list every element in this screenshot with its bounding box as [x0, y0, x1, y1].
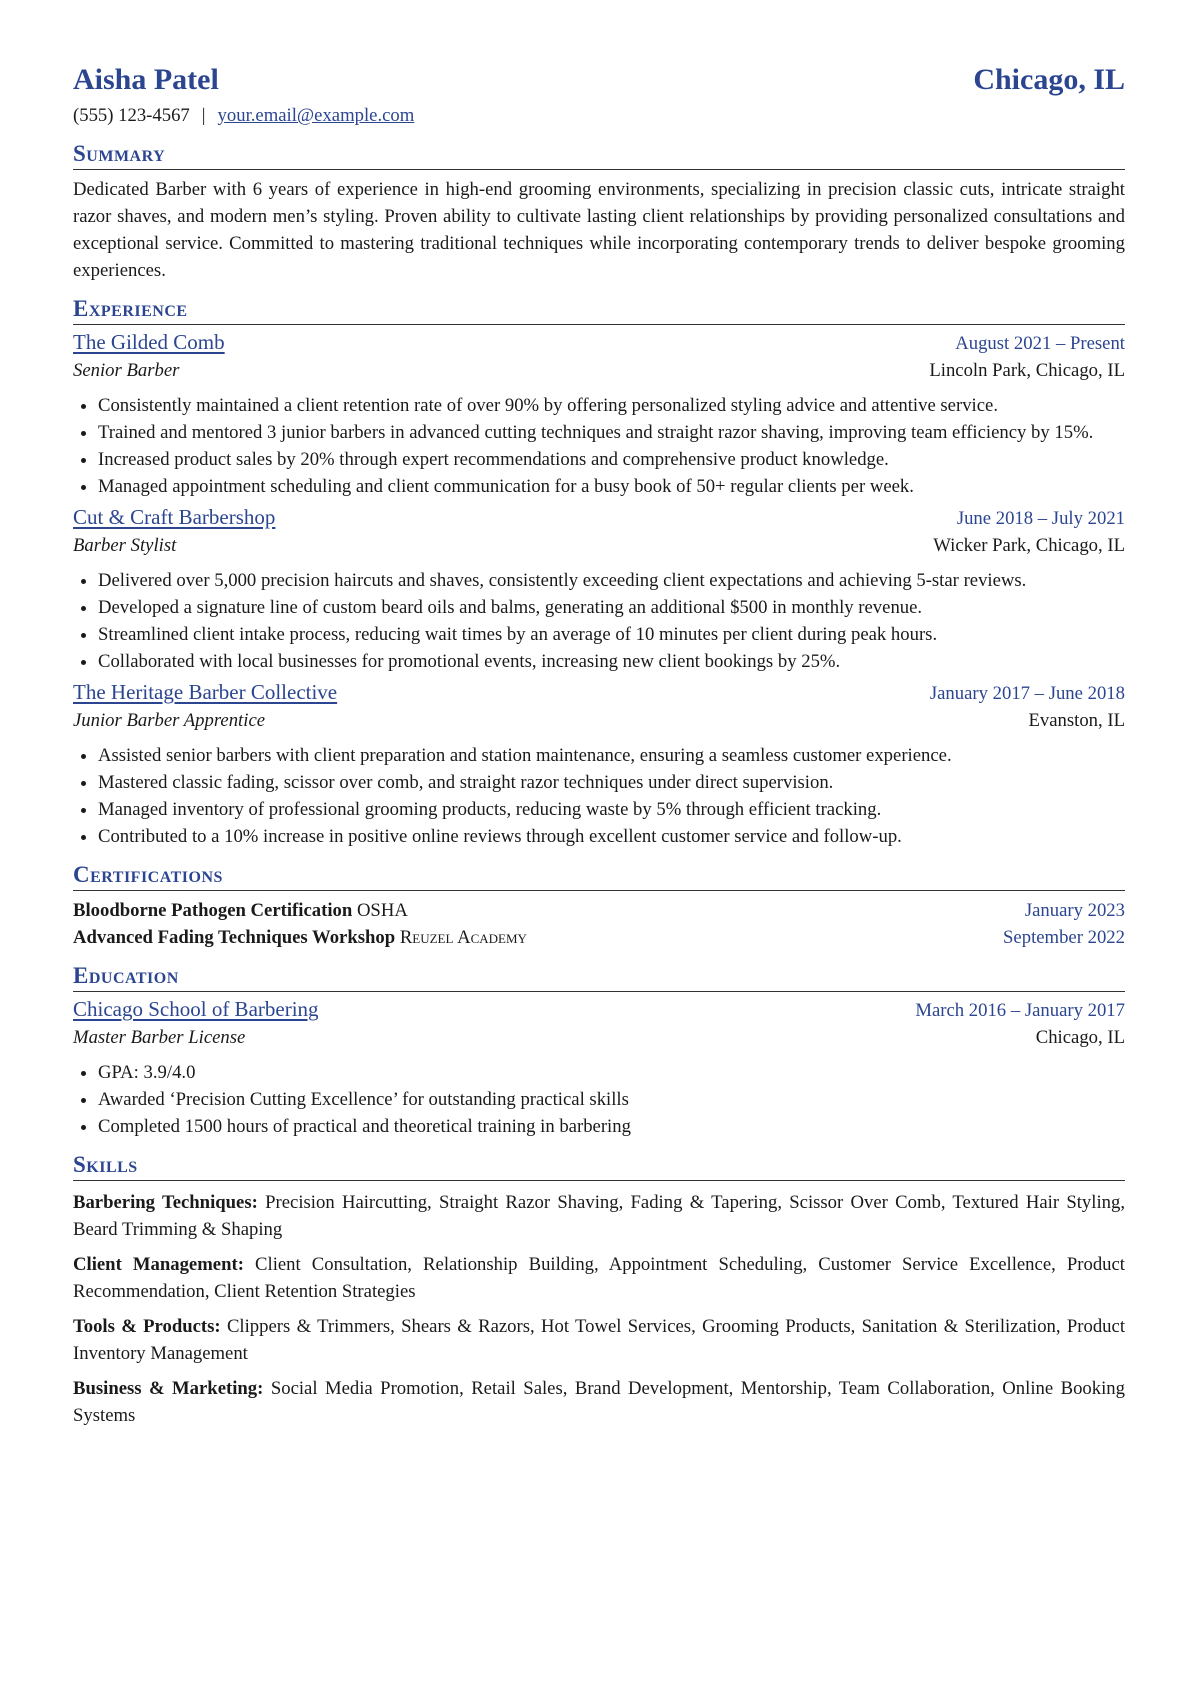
certification-date: September 2022 [1003, 927, 1125, 948]
education-entry [73, 996, 1125, 1140]
achievement-item: • Developed a signature line of custom beard oils and balms, generating an additional $500 in monthly revenue. [98, 594, 1125, 621]
skill-items: Clippers & Trimmers, Shears & Razors, Hot Towel Services, Grooming Products, Sanitation & Sterilization, Product Inventory Management [73, 1316, 1126, 1364]
achievement-item: • Assisted senior barbers with client preparation and station maintenance, ensuring a seamless customer experience. [98, 742, 1125, 769]
education-detail-item: • GPA: 3.9/4.0 [98, 1059, 1125, 1086]
achievement-list [73, 742, 1125, 850]
section-title-summary: Summary [73, 139, 1125, 170]
employment-dates: August 2021 – Present [955, 333, 1125, 354]
education-detail-list [73, 1059, 1125, 1140]
skill-category: Tools & Products: [73, 1316, 221, 1337]
employment-dates: January 2017 – June 2018 [929, 683, 1125, 704]
achievement-list [73, 567, 1125, 675]
achievement-item: • Contributed to a 10% increase in positive online reviews through excellent customer service and follow-up. [98, 823, 1125, 850]
school-location: Chicago, IL [1035, 1027, 1125, 1048]
candidate-name: Aisha Patel [73, 63, 219, 96]
job-location: Wicker Park, Chicago, IL [933, 535, 1125, 556]
phone-number: (555) 123-4567 [73, 105, 190, 126]
achievement-item: • Managed appointment scheduling and client communication for a busy book of 50+ regular clients per week. [98, 473, 1125, 500]
section-title-education: Education [73, 961, 1125, 992]
certification-item [73, 897, 1125, 924]
skill-group [73, 1313, 1125, 1367]
job-title: Junior Barber Apprentice [73, 710, 266, 731]
section-title-skills: Skills [73, 1150, 1125, 1181]
achievement-item: • Streamlined client intake process, reducing wait times by an average of 10 minutes per client during peak hours. [98, 621, 1125, 648]
achievement-item: • Consistently maintained a client retention rate of over 90% by offering personalized styling advice and attentive service. [98, 392, 1125, 419]
skill-category: Business & Marketing: [73, 1378, 264, 1399]
school-name[interactable]: Chicago School of Barbering [73, 997, 319, 1021]
education-detail-item: • Completed 1500 hours of practical and theoretical training in barbering [98, 1113, 1125, 1140]
resume-page [73, 60, 1125, 1429]
achievement-item: • Delivered over 5,000 precision haircuts and shaves, consistently exceeding client expectations and achieving 5-star reviews. [98, 567, 1125, 594]
job-location: Evanston, IL [1028, 710, 1125, 731]
contact-separator: | [201, 105, 206, 126]
experience-entry [73, 329, 1125, 500]
certification-issuer: OSHA [356, 900, 408, 921]
achievement-item: • Mastered classic fading, scissor over comb, and straight razor techniques under direct supervision. [98, 769, 1125, 796]
skill-category: Client Management: [73, 1254, 244, 1275]
skill-group [73, 1251, 1125, 1305]
achievement-item: • Increased product sales by 20% through expert recommendations and comprehensive product knowledge. [98, 446, 1125, 473]
certification-date: January 2023 [1024, 900, 1125, 921]
education-detail-item: • Awarded ‘Precision Cutting Excellence’ for outstanding practical skills [98, 1086, 1125, 1113]
experience-entry [73, 679, 1125, 850]
email-link[interactable]: your.email@example.com [217, 105, 415, 126]
certification-name: Bloodborne Pathogen Certification [73, 900, 353, 921]
job-location: Lincoln Park, Chicago, IL [929, 360, 1125, 381]
certification-item [73, 924, 1125, 951]
certification-name: Advanced Fading Techniques Workshop [73, 927, 396, 948]
certification-list [73, 897, 1125, 951]
contact-line [73, 102, 1125, 129]
job-title: Barber Stylist [73, 535, 177, 556]
summary-text: Dedicated Barber with 6 years of experience in high-end grooming environments, specializing in precision classic cuts, intricate straight razor shaves, and modern men’s styling. Proven ability to cultivate lasting client relationships by providing personalized consultations and exceptional service. Committed to mastering traditional techniques while incorporating contemporary trends to deliver bespoke grooming experiences. [73, 179, 1125, 281]
skill-items: Precision Haircutting, Straight Razor Shaving, Fading & Tapering, Scissor Over Comb, Textured Hair Styling, Beard Trimming & Shaping [73, 1192, 1125, 1240]
section-title-experience: Experience [73, 294, 1125, 325]
skill-items: Social Media Promotion, Retail Sales, Brand Development, Mentorship, Team Collaboration, Online Booking Systems [73, 1378, 1125, 1426]
achievement-item: • Collaborated with local businesses for promotional events, increasing new client bookings by 25%. [98, 648, 1125, 675]
section-title-certifications: Certifications [73, 860, 1125, 891]
employer-name[interactable]: The Heritage Barber Collective [73, 680, 338, 704]
degree-title: Master Barber License [73, 1027, 246, 1048]
skill-category: Barbering Techniques: [73, 1192, 258, 1213]
achievement-item: • Trained and mentored 3 junior barbers in advanced cutting techniques and straight razor shaving, improving team efficiency by 15%. [98, 419, 1125, 446]
achievement-item: • Managed inventory of professional grooming products, reducing waste by 5% through efficient tracking. [98, 796, 1125, 823]
achievement-list [73, 392, 1125, 500]
skill-items: Client Consultation, Relationship Building, Appointment Scheduling, Customer Service Excellence, Product Recommendation, Client Retention Strategies [73, 1254, 1125, 1302]
resume-header [73, 60, 1125, 100]
experience-entry [73, 504, 1125, 675]
education-dates: March 2016 – January 2017 [915, 1000, 1125, 1021]
skill-group [73, 1375, 1125, 1429]
employment-dates: June 2018 – July 2021 [956, 508, 1125, 529]
employer-name[interactable]: Cut & Craft Barbershop [73, 505, 276, 529]
job-title: Senior Barber [73, 360, 180, 381]
candidate-location: Chicago, IL [973, 63, 1125, 96]
employer-name[interactable]: The Gilded Comb [73, 330, 225, 354]
skill-group [73, 1189, 1125, 1243]
certification-issuer: Reuzel Academy [399, 927, 527, 948]
